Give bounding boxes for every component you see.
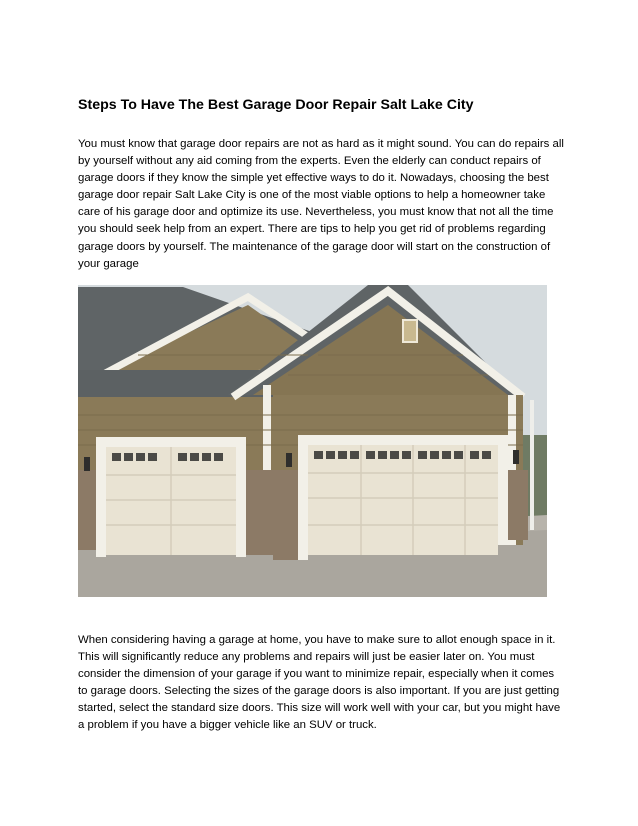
garage-illustration xyxy=(78,285,547,597)
paragraph-line: garage door repair Salt Lake City is one of the most viable options to help a homeowner take xyxy=(78,189,546,202)
paragraph-line: garage doors if they know the simple yet effective ways to do it. Nowadays, choosing the best xyxy=(78,172,549,185)
paragraph-line: your garage xyxy=(78,257,139,270)
paragraph-line: garage doors by yourself. The maintenance of the garage door will start on the construction of xyxy=(78,240,551,253)
paragraph-line: You must know that garage door repairs are not as hard as it might sound. You can do repairs all xyxy=(78,138,564,150)
paragraph-line: a problem if you have a bigger vehicle like an SUV or truck. xyxy=(78,719,377,732)
paragraph-line: started, select the standard size doors. This size will work well with your car, but you might have xyxy=(78,702,561,715)
body-paragraph xyxy=(78,632,583,735)
paragraph-line: consider the dimension of your garage if you want to minimize repair, especially when it comes xyxy=(78,668,555,681)
intro-paragraph xyxy=(78,136,583,273)
page-title: Steps To Have The Best Garage Door Repair Salt Lake City xyxy=(78,97,474,113)
paragraph-line: by yourself without any aid coming from the experts. Even the elderly can conduct repairs of xyxy=(78,155,541,168)
paragraph-line: you should seek help from an expert. There are tips to help you get rid of problems regarding xyxy=(78,223,546,236)
paragraph-line: When considering having a garage at home, you have to make sure to allot enough space in it. xyxy=(78,634,556,646)
paragraph-line: to garage doors. Selecting the sizes of the garage doors is also important. If you are just getting xyxy=(78,685,560,698)
paragraph-line: care of his garage door and optimize its use. Nevertheless, you must know that not all the time xyxy=(78,206,554,219)
paragraph-line: This will significantly reduce any problems and repairs will just be easier later on. You must xyxy=(78,651,535,664)
garage-photo xyxy=(78,285,547,597)
